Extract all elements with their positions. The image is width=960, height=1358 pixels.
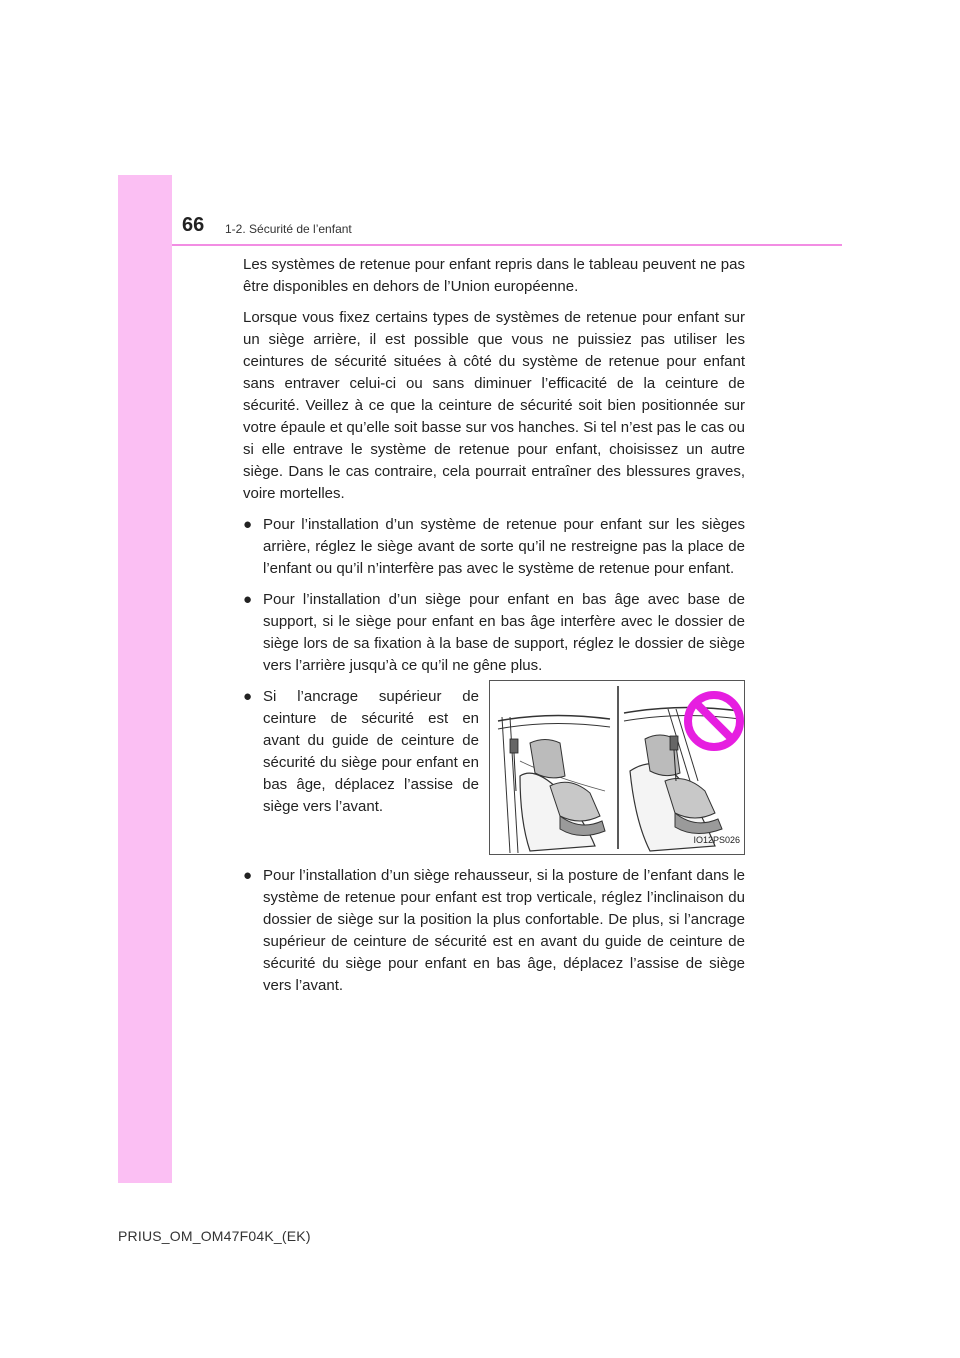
bullet-item [243, 865, 745, 997]
paragraph-seatbelt-warning: Lorsque vous fixez certains types de systèmes de retenue pour enfant sur un siège arrière, il est possible que vous ne puissiez pas utiliser les ceintures de sécurité situées à côté du système de retenue pour enfant sans entraver celui-ci ou sans diminuer l’efficacité de la ceinture de sécurité. Veillez à ce que la ceinture de sécurité soit bien positionnée sur votre épaule et qu’elle soit basse sur vos hanches. Si tel n’est pas le cas ou si elle entrave le système de retenue pour enfant, choisissez un autre siège. Dans le cas contraire, cela pourrait entraîner des blessures graves, voire mortelles. [243, 309, 745, 502]
illustration-child-seat [489, 680, 745, 855]
section-title: 1-2. Sécurité de l’enfant [225, 222, 352, 236]
bullet-item [243, 589, 745, 677]
page-number: 66 [182, 214, 205, 236]
body-text [243, 254, 745, 1006]
bullet-icon: ● [243, 867, 253, 884]
bullet-icon: ● [243, 591, 253, 608]
bullet-text: Pour l’installation d’un système de retenue pour enfant sur les sièges arrière, réglez le siège avant de sorte qu’il ne restreigne pas la place de l’enfant ou qu’il n’interfère pas avec le système de retenue pour enfant. [263, 516, 745, 577]
figure-code: IO12PS026 [693, 835, 740, 845]
bullet-item [243, 514, 745, 580]
bullet-with-figure [243, 686, 745, 855]
prohibition-icon [688, 695, 740, 747]
bullet-text: Si l’ancrage supérieur de ceinture de sécurité est en avant du guide de ceinture de sécurité du siège pour enfant en bas âge, déplacez l’assise de siège vers l’avant. [263, 688, 479, 815]
chapter-sidebar-tab [118, 175, 172, 1183]
paragraph-availability: Les systèmes de retenue pour enfant repris dans le tableau peuvent ne pas être disponibles en dehors de l’Union européenne. [243, 256, 745, 295]
bullet-text: Pour l’installation d’un siège pour enfant en bas âge avec base de support, si le siège pour enfant en bas âge interfère avec le dossier de siège lors de sa fixation à la base de support, réglez le dossier de siège vers l’arrière jusqu’à ce qu’il ne gêne plus. [263, 591, 745, 674]
bullet-icon: ● [243, 688, 253, 705]
document-code: PRIUS_OM_OM47F04K_(EK) [118, 1228, 311, 1244]
bullet-text: Pour l’installation d’un siège rehausseur, si la posture de l’enfant dans le système de retenue pour enfant est trop verticale, réglez l’inclinaison du dossier de siège sur la position la plus confortable. De plus, si l’ancrage supérieur de ceinture de sécurité est en avant du guide de ceinture de sécurité du siège pour enfant en bas âge, déplacez l’assise de siège vers l’avant. [263, 867, 745, 994]
bullet-icon: ● [243, 516, 253, 533]
header-divider [172, 244, 842, 246]
bullet-item [243, 686, 479, 818]
